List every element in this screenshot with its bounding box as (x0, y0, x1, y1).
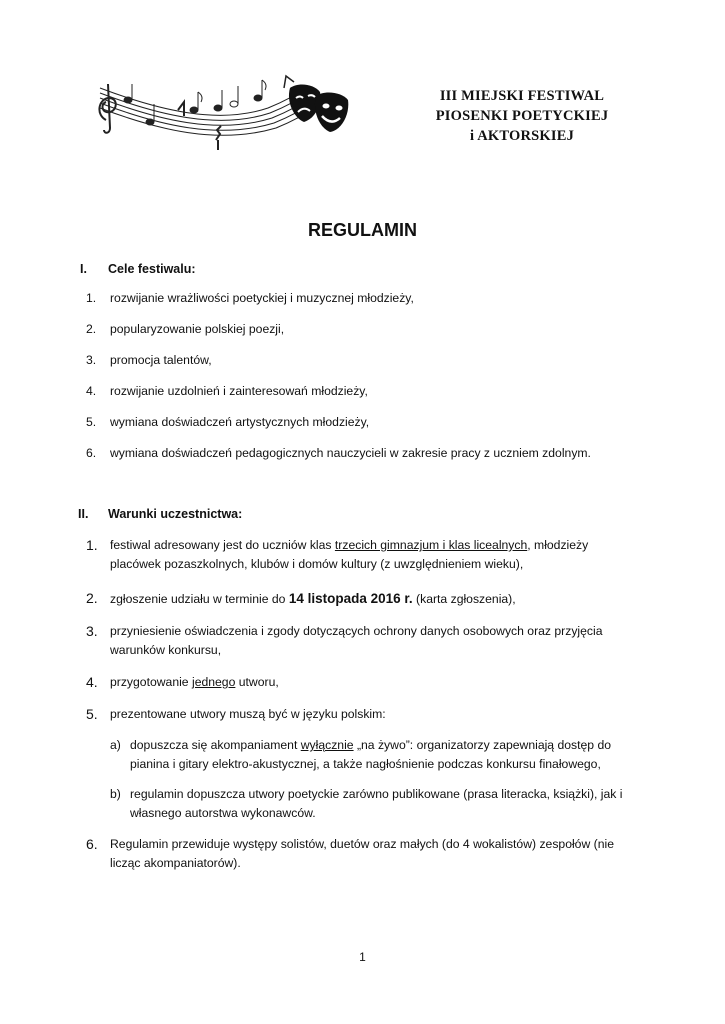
item-text: prezentowane utwory muszą być w języku polskim: (110, 707, 386, 721)
item-text: wymiana doświadczeń pedagogicznych nauczycieli w zakresie pracy z uczniem zdolnym. (110, 446, 591, 460)
item-number: 6. (86, 836, 98, 852)
festival-name-line3: i AKTORSKIEJ (469, 128, 575, 144)
festival-name-line2: PIOSENKI POETYCKIEJ (435, 108, 609, 124)
item-text-part: festiwal adresowany jest do uczniów klas (110, 538, 335, 552)
item-text (110, 589, 640, 609)
item-text-part: utworu, (235, 675, 279, 689)
item-number: 1. (86, 537, 98, 553)
item-text: rozwijanie uzdolnień i zainteresowań młodzieży, (110, 384, 368, 398)
festival-name-line1: III MIEJSKI FESTIWAL (439, 88, 605, 104)
item-text (110, 673, 640, 692)
item-text-part: , młodzieży placówek pozaszkolnych, klubów i domów kultury (z uwzględnieniem wieku), (110, 538, 589, 571)
theater-masks-icon (289, 85, 348, 132)
item-text-part: (karta zgłoszenia), (412, 592, 516, 606)
item-text: wymiana doświadczeń artystycznych młodzieży, (110, 415, 370, 429)
item-number: 6. (86, 446, 97, 460)
item-number: 3. (86, 623, 98, 639)
item-number: 3. (86, 353, 97, 367)
item-text: rozwijanie wrażliwości poetyckiej i muzycznej młodzieży, (110, 291, 414, 305)
item-text-underlined: jednego (191, 675, 236, 689)
item-text: przyniesienie oświadczenia i zgody dotyczących ochrony danych osobowych oraz przyjęcia warunków konkursu, (110, 624, 603, 657)
music-staff-icon (99, 76, 318, 150)
item-text: popularyzowanie polskiej poezji, (110, 322, 285, 336)
item-text-underlined: trzecich gimnazjum i klas licealnych (334, 538, 528, 552)
item-text-part: dopuszcza się akompaniament (130, 738, 301, 752)
item-text: Regulamin przewiduje występy solistów, duetów oraz małych (do 4 wokalistów) zespołów (nie licząc akompaniatorów). (110, 837, 614, 870)
item-text (110, 536, 640, 574)
section-label: Warunki uczestnictwa: (108, 507, 243, 521)
item-text-underlined: wyłącznie (300, 738, 354, 752)
sub-item-letter: a) (110, 738, 121, 752)
page-number: 1 (359, 950, 366, 964)
section-number: I. (80, 262, 87, 276)
item-number: 4. (86, 384, 97, 398)
sub-item-text: regulamin dopuszcza utwory poetyckie zarówno publikowane (prasa literacka, książki), jak i własnego autorstwa wykonawców. (130, 787, 623, 820)
item-number: 4. (86, 674, 98, 690)
sub-item-letter: b) (110, 787, 121, 801)
item-number: 5. (86, 415, 97, 429)
item-number: 2. (86, 322, 97, 336)
item-number: 1. (86, 291, 97, 305)
item-number: 2. (86, 590, 98, 606)
item-text-part: „na żywo”: organizatorzy zapewniają dostęp do pianina i gitary elektro-akustycznej, a także nagłośnienie podczas konkursu finałowego, (130, 738, 612, 771)
item-text-part: zgłoszenie udziału w terminie do (110, 592, 289, 606)
deadline-date: 14 listopada 2016 r. (288, 591, 413, 606)
item-text: promocja talentów, (110, 353, 212, 367)
sub-item-text (130, 736, 640, 774)
item-text-part: przygotowanie (110, 675, 192, 689)
section-label: Cele festiwalu: (108, 262, 196, 276)
document-title: REGULAMIN (308, 220, 417, 240)
item-number: 5. (86, 706, 98, 722)
festival-logo (88, 70, 368, 162)
festival-name (418, 86, 626, 146)
section-number: II. (78, 507, 89, 521)
